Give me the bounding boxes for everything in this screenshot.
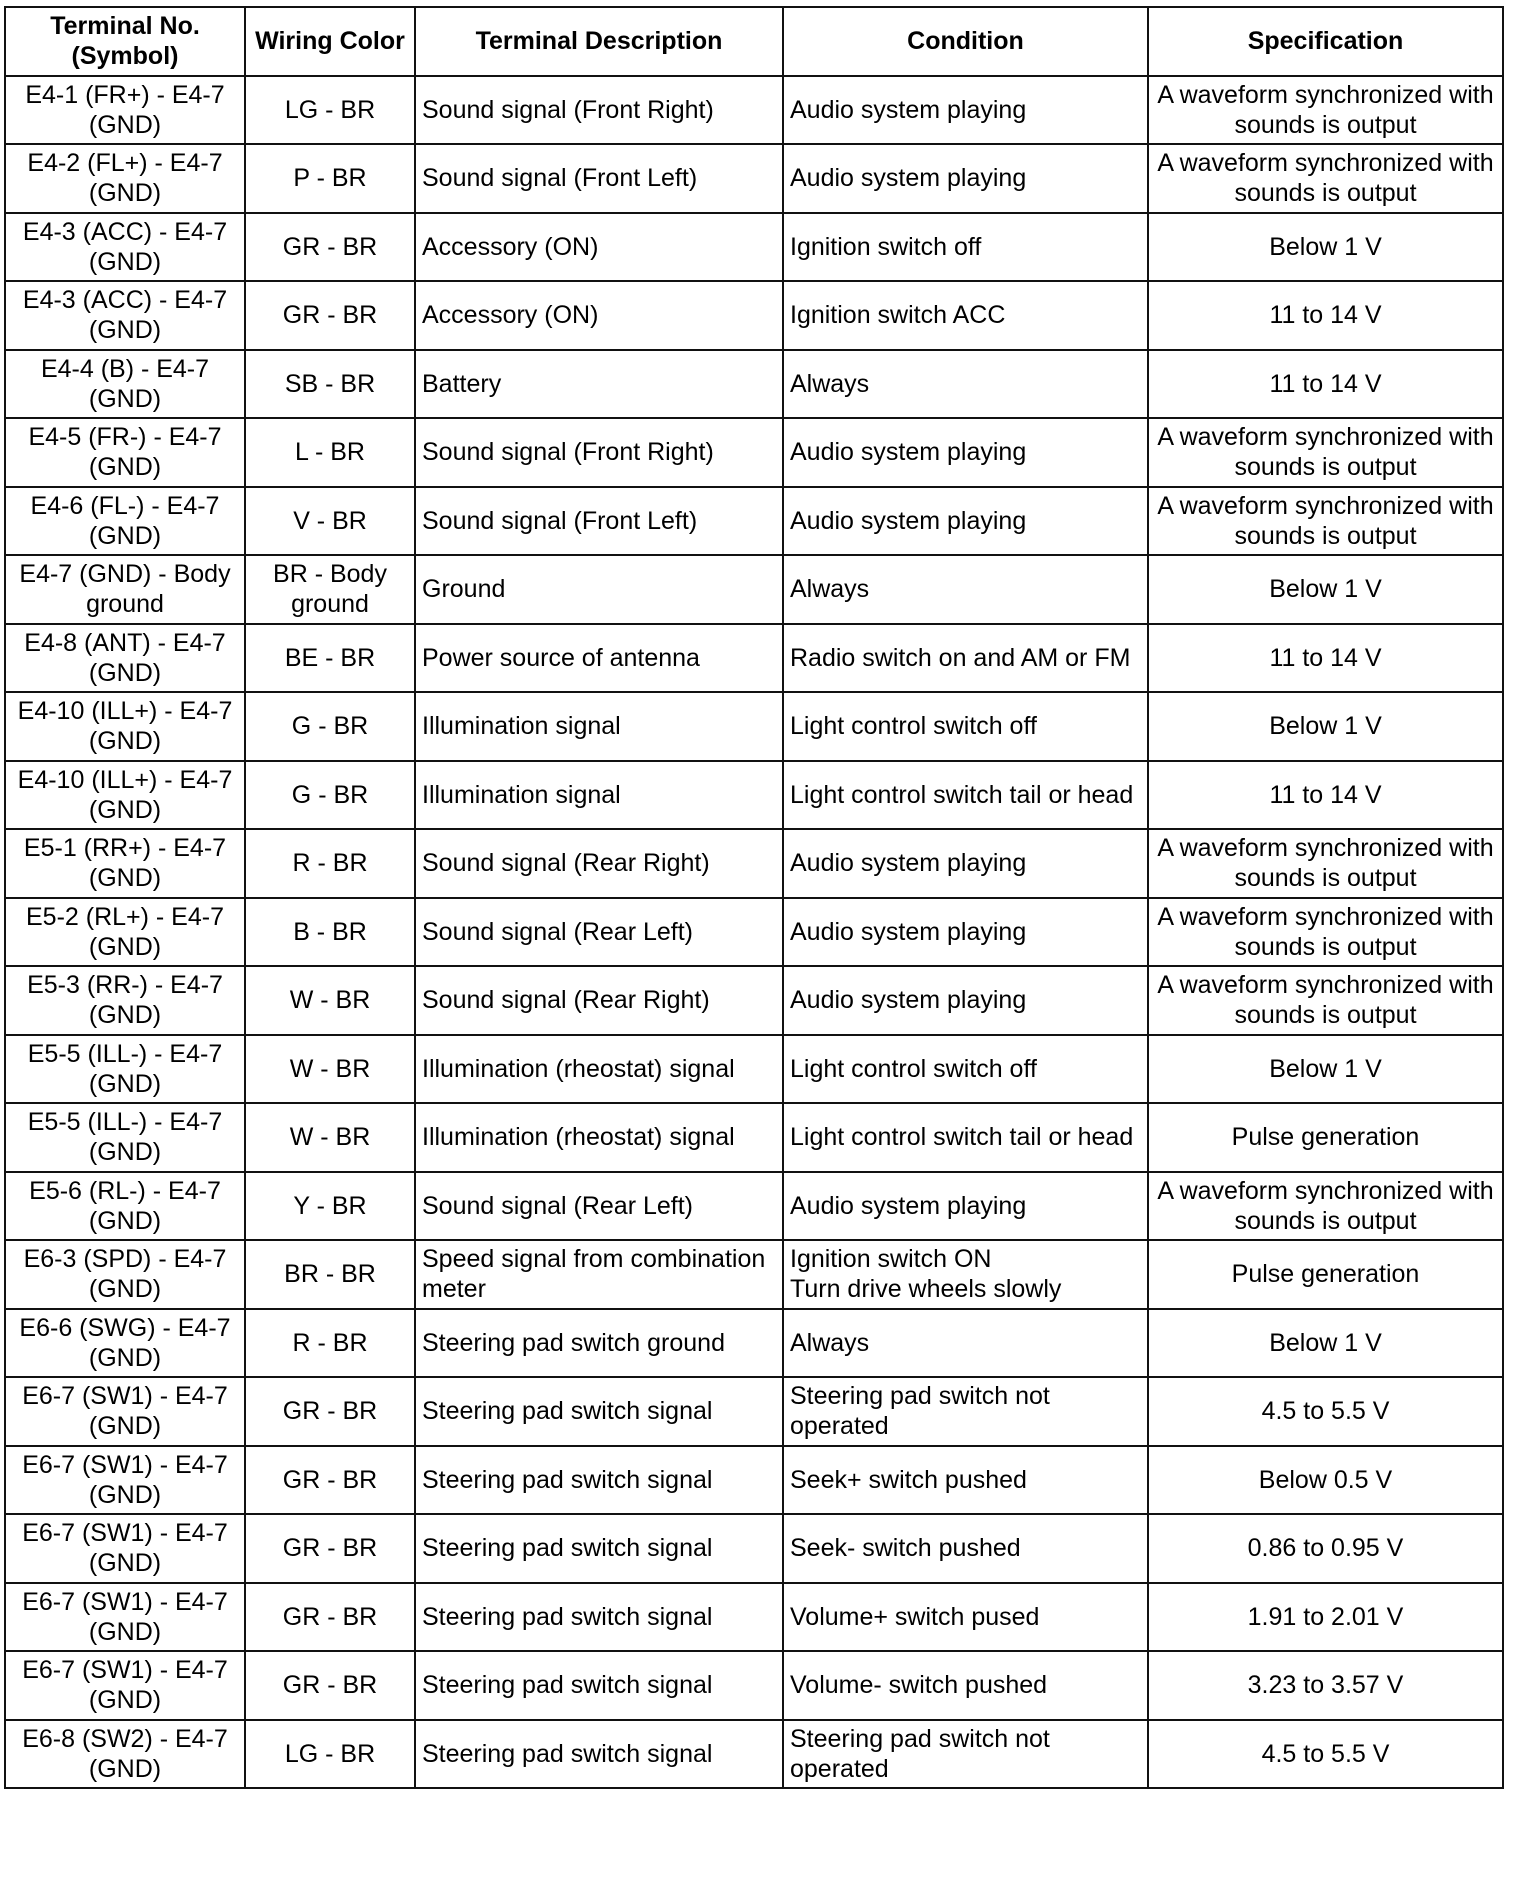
wiring-color-cell — [245, 966, 415, 1035]
specification-cell-text: A waveform synchronized with sounds is output — [1157, 80, 1494, 139]
specification-cell — [1148, 966, 1503, 1035]
wiring-color-cell-text: LG - BR — [284, 95, 376, 124]
terminal-cell-text: E6-3 (SPD) - E4-7 (GND) — [23, 1245, 227, 1304]
wiring-color-cell — [245, 144, 415, 213]
description-cell — [415, 898, 783, 967]
terminal-cell-text: E5-5 (ILL-) - E4-7 (GND) — [27, 1108, 223, 1167]
specification-cell-text: Below 1 V — [1269, 712, 1382, 741]
specification-cell-text: 11 to 14 V — [1269, 643, 1382, 672]
table-row — [5, 1035, 1503, 1104]
wiring-color-cell-text: R - BR — [292, 1328, 368, 1357]
description-cell-text: Illumination (rheostat) signal — [422, 1054, 735, 1083]
description-cell-text: Sound signal (Front Left) — [422, 506, 698, 535]
specification-cell-text: 11 to 14 V — [1269, 369, 1382, 398]
description-cell — [415, 1172, 783, 1241]
condition-cell — [783, 281, 1148, 350]
condition-cell — [783, 1583, 1148, 1652]
table-row — [5, 1309, 1503, 1378]
wiring-color-cell-text: R - BR — [292, 849, 368, 878]
condition-cell — [783, 213, 1148, 282]
description-cell — [415, 1377, 783, 1446]
table-row — [5, 76, 1503, 145]
description-cell-text: Sound signal (Front Right) — [422, 438, 714, 467]
wiring-color-cell — [245, 1172, 415, 1241]
condition-cell — [783, 1651, 1148, 1720]
wiring-color-cell — [245, 350, 415, 419]
condition-cell-text: Seek+ switch pushed — [790, 1465, 1027, 1494]
condition-cell — [783, 1446, 1148, 1515]
table-row — [5, 1720, 1503, 1789]
specification-cell-text: A waveform synchronized with sounds is output — [1157, 971, 1494, 1030]
description-cell — [415, 144, 783, 213]
terminal-cell — [5, 761, 245, 830]
condition-cell — [783, 76, 1148, 145]
specification-cell-text: A waveform synchronized with sounds is output — [1157, 149, 1494, 208]
table-row — [5, 692, 1503, 761]
condition-cell-text: Audio system playing — [790, 506, 1027, 535]
specification-cell-text: Below 1 V — [1269, 1054, 1382, 1083]
terminal-cell-text: E4-3 (ACC) - E4-7 (GND) — [22, 286, 228, 345]
description-cell-text: Battery — [422, 369, 502, 398]
header-condition — [783, 7, 1148, 76]
terminal-cell-text: E6-7 (SW1) - E4-7 (GND) — [22, 1656, 228, 1715]
wiring-color-cell — [245, 624, 415, 693]
terminal-cell — [5, 966, 245, 1035]
wiring-color-cell-text: LG - BR — [284, 1739, 376, 1768]
table-row — [5, 487, 1503, 556]
specification-cell — [1148, 1446, 1503, 1515]
description-cell — [415, 281, 783, 350]
specification-cell — [1148, 1377, 1503, 1446]
description-cell-text: Power source of antenna — [422, 643, 700, 672]
terminal-cell-text: E5-1 (RR+) - E4-7 (GND) — [23, 834, 227, 893]
description-cell — [415, 1103, 783, 1172]
terminal-cell — [5, 1240, 245, 1309]
wiring-color-cell-text: G - BR — [291, 780, 369, 809]
condition-cell — [783, 350, 1148, 419]
table-row — [5, 1172, 1503, 1241]
description-cell-text: Steering pad switch signal — [422, 1534, 713, 1563]
condition-cell-text: Audio system playing — [790, 917, 1027, 946]
wiring-color-cell-text: GR - BR — [282, 232, 378, 261]
wiring-color-cell-text: Y - BR — [293, 1191, 367, 1220]
wiring-color-cell-text: BE - BR — [284, 643, 376, 672]
specification-cell-text: A waveform synchronized with sounds is output — [1157, 902, 1494, 961]
specification-cell — [1148, 418, 1503, 487]
header-terminal-no — [5, 7, 245, 76]
description-cell-text: Speed signal from combination meter — [422, 1245, 766, 1304]
condition-cell-text: Ignition switch ACC — [790, 301, 1006, 330]
terminal-cell-text: E6-7 (SW1) - E4-7 (GND) — [22, 1519, 228, 1578]
description-cell — [415, 761, 783, 830]
description-cell — [415, 555, 783, 624]
table-row — [5, 1583, 1503, 1652]
terminal-cell — [5, 1583, 245, 1652]
table-row — [5, 966, 1503, 1035]
description-cell — [415, 966, 783, 1035]
terminal-cell-text: E5-3 (RR-) - E4-7 (GND) — [27, 971, 223, 1030]
header-specification-label: Specification — [1247, 27, 1404, 56]
table-row — [5, 1103, 1503, 1172]
table-row — [5, 555, 1503, 624]
wiring-color-cell — [245, 1035, 415, 1104]
specification-cell — [1148, 350, 1503, 419]
specification-cell — [1148, 692, 1503, 761]
description-cell-text: Ground — [422, 575, 506, 604]
description-cell — [415, 487, 783, 556]
wiring-color-cell-text: P - BR — [293, 164, 367, 193]
description-cell — [415, 1583, 783, 1652]
terminal-cell — [5, 1103, 245, 1172]
table-row — [5, 624, 1503, 693]
specification-cell — [1148, 144, 1503, 213]
specification-cell — [1148, 1172, 1503, 1241]
condition-cell — [783, 1103, 1148, 1172]
terminal-cell-text: E4-8 (ANT) - E4-7 (GND) — [24, 628, 226, 687]
description-cell-text: Steering pad switch signal — [422, 1602, 713, 1631]
specification-cell-text: A waveform synchronized with sounds is output — [1157, 834, 1494, 893]
wiring-color-cell — [245, 1377, 415, 1446]
condition-cell-text: Light control switch tail or head — [790, 780, 1134, 809]
wiring-color-cell-text: GR - BR — [282, 1397, 378, 1426]
condition-cell-text: Volume- switch pushed — [790, 1671, 1048, 1700]
condition-cell-text: Ignition switch off — [790, 232, 982, 261]
description-cell — [415, 692, 783, 761]
specification-cell-text: A waveform synchronized with sounds is output — [1157, 491, 1494, 550]
condition-cell — [783, 487, 1148, 556]
wiring-color-cell — [245, 1583, 415, 1652]
condition-cell — [783, 1377, 1148, 1446]
condition-cell-text: Ignition switch ON Turn drive wheels slowly — [790, 1245, 1062, 1304]
condition-cell — [783, 1172, 1148, 1241]
wiring-color-cell-text: BR - Body ground — [273, 560, 387, 619]
condition-cell-text: Audio system playing — [790, 1191, 1027, 1220]
condition-cell-text: Audio system playing — [790, 438, 1027, 467]
specification-cell — [1148, 829, 1503, 898]
wiring-color-cell-text: GR - BR — [282, 1602, 378, 1631]
condition-cell-text: Always — [790, 1328, 870, 1357]
table-row — [5, 213, 1503, 282]
specification-cell-text: 4.5 to 5.5 V — [1261, 1739, 1390, 1768]
wiring-color-cell — [245, 281, 415, 350]
specification-cell-text: Below 0.5 V — [1258, 1465, 1393, 1494]
wiring-color-cell-text: W - BR — [289, 1123, 371, 1152]
header-terminal-description — [415, 7, 783, 76]
condition-cell — [783, 1514, 1148, 1583]
specification-cell — [1148, 1035, 1503, 1104]
description-cell — [415, 1514, 783, 1583]
description-cell — [415, 624, 783, 693]
wiring-color-cell-text: BR - BR — [284, 1260, 376, 1289]
wiring-color-cell-text: B - BR — [293, 917, 367, 946]
condition-cell-text: Audio system playing — [790, 95, 1027, 124]
description-cell-text: Steering pad switch signal — [422, 1671, 713, 1700]
wiring-color-cell — [245, 213, 415, 282]
specification-cell-text: A waveform synchronized with sounds is output — [1157, 1176, 1494, 1235]
condition-cell-text: Steering pad switch not operated — [790, 1724, 1050, 1783]
specification-cell — [1148, 1583, 1503, 1652]
terminal-cell-text: E5-2 (RL+) - E4-7 (GND) — [26, 902, 224, 961]
description-cell-text: Sound signal (Front Left) — [422, 164, 698, 193]
terminal-cell-text: E5-5 (ILL-) - E4-7 (GND) — [27, 1039, 223, 1098]
description-cell-text: Sound signal (Rear Right) — [422, 986, 710, 1015]
terminal-cell — [5, 213, 245, 282]
terminal-cell-text: E6-8 (SW2) - E4-7 (GND) — [22, 1724, 228, 1783]
terminal-cell-text: E5-6 (RL-) - E4-7 (GND) — [29, 1176, 221, 1235]
condition-cell-text: Always — [790, 575, 870, 604]
terminal-cell-text: E4-4 (B) - E4-7 (GND) — [40, 354, 210, 413]
description-cell — [415, 1446, 783, 1515]
condition-cell — [783, 1240, 1148, 1309]
wiring-color-cell-text: L - BR — [295, 438, 365, 467]
condition-cell-text: Audio system playing — [790, 164, 1027, 193]
wiring-color-cell — [245, 692, 415, 761]
wiring-color-cell — [245, 1720, 415, 1789]
specification-cell-text: Below 1 V — [1269, 575, 1382, 604]
terminal-cell — [5, 555, 245, 624]
specification-cell — [1148, 624, 1503, 693]
condition-cell-text: Seek- switch pushed — [790, 1534, 1021, 1563]
table-row — [5, 898, 1503, 967]
condition-cell — [783, 692, 1148, 761]
wiring-color-cell — [245, 1446, 415, 1515]
description-cell — [415, 76, 783, 145]
wiring-color-cell — [245, 487, 415, 556]
condition-cell — [783, 898, 1148, 967]
condition-cell-text: Volume+ switch pused — [790, 1602, 1040, 1631]
terminal-cell — [5, 898, 245, 967]
description-cell-text: Sound signal (Rear Left) — [422, 1191, 693, 1220]
specification-cell-text: 11 to 14 V — [1269, 780, 1382, 809]
terminal-cell-text: E4-10 (ILL+) - E4-7 (GND) — [17, 697, 233, 756]
specification-cell — [1148, 1720, 1503, 1789]
condition-cell — [783, 144, 1148, 213]
wiring-color-cell-text: GR - BR — [282, 1465, 378, 1494]
table-row — [5, 1651, 1503, 1720]
wiring-color-cell — [245, 1240, 415, 1309]
specification-cell-text: Pulse generation — [1231, 1260, 1420, 1289]
specification-cell-text: 1.91 to 2.01 V — [1247, 1602, 1404, 1631]
specification-cell-text: A waveform synchronized with sounds is output — [1157, 423, 1494, 482]
wiring-color-cell — [245, 555, 415, 624]
description-cell — [415, 1720, 783, 1789]
terminal-cell-text: E4-5 (FR-) - E4-7 (GND) — [28, 423, 222, 482]
description-cell — [415, 1309, 783, 1378]
terminal-cell-text: E4-1 (FR+) - E4-7 (GND) — [25, 80, 225, 139]
terminal-cell — [5, 1446, 245, 1515]
specification-cell — [1148, 761, 1503, 830]
terminal-cell-text: E6-7 (SW1) - E4-7 (GND) — [22, 1450, 228, 1509]
wiring-color-cell — [245, 1103, 415, 1172]
wiring-color-cell-text: GR - BR — [282, 1671, 378, 1700]
wiring-color-cell-text: W - BR — [289, 986, 371, 1015]
condition-cell-text: Light control switch off — [790, 712, 1037, 741]
description-cell — [415, 1240, 783, 1309]
header-condition-label: Condition — [907, 27, 1024, 56]
condition-cell — [783, 1035, 1148, 1104]
terminal-cell-text: E6-7 (SW1) - E4-7 (GND) — [22, 1587, 228, 1646]
condition-cell — [783, 966, 1148, 1035]
description-cell-text: Illumination (rheostat) signal — [422, 1123, 735, 1152]
table-row — [5, 144, 1503, 213]
terminal-spec-table — [4, 6, 1504, 1789]
description-cell — [415, 1035, 783, 1104]
condition-cell — [783, 624, 1148, 693]
terminal-cell — [5, 1172, 245, 1241]
terminal-cell — [5, 76, 245, 145]
table-row — [5, 1446, 1503, 1515]
specification-cell — [1148, 213, 1503, 282]
specification-cell — [1148, 1103, 1503, 1172]
wiring-color-cell — [245, 76, 415, 145]
description-cell — [415, 350, 783, 419]
terminal-cell — [5, 1309, 245, 1378]
condition-cell — [783, 418, 1148, 487]
wiring-color-cell — [245, 898, 415, 967]
terminal-cell-text: E4-3 (ACC) - E4-7 (GND) — [22, 217, 228, 276]
terminal-cell — [5, 1035, 245, 1104]
header-terminal-description-label: Terminal Description — [475, 27, 723, 56]
header-specification — [1148, 7, 1503, 76]
description-cell-text: Accessory (ON) — [422, 301, 599, 330]
specification-cell — [1148, 1309, 1503, 1378]
table-row — [5, 829, 1503, 898]
wiring-color-cell — [245, 1309, 415, 1378]
specification-cell-text: Below 1 V — [1269, 1328, 1382, 1357]
header-wiring-color — [245, 7, 415, 76]
terminal-cell — [5, 1720, 245, 1789]
wiring-color-cell — [245, 829, 415, 898]
specification-cell-text: Pulse generation — [1231, 1123, 1420, 1152]
description-cell — [415, 1651, 783, 1720]
description-cell-text: Steering pad switch signal — [422, 1739, 713, 1768]
table-row — [5, 350, 1503, 419]
wiring-color-cell — [245, 1514, 415, 1583]
specification-cell-text: Below 1 V — [1269, 232, 1382, 261]
description-cell-text: Steering pad switch ground — [422, 1328, 725, 1357]
table-row — [5, 1514, 1503, 1583]
terminal-cell — [5, 144, 245, 213]
specification-cell-text: 11 to 14 V — [1269, 301, 1382, 330]
header-row — [5, 7, 1503, 76]
wiring-color-cell-text: GR - BR — [282, 1534, 378, 1563]
description-cell — [415, 418, 783, 487]
terminal-cell — [5, 624, 245, 693]
terminal-cell — [5, 281, 245, 350]
specification-cell — [1148, 1651, 1503, 1720]
wiring-color-cell-text: W - BR — [289, 1054, 371, 1083]
wiring-color-cell-text: GR - BR — [282, 301, 378, 330]
description-cell — [415, 829, 783, 898]
description-cell-text: Sound signal (Rear Right) — [422, 849, 710, 878]
terminal-spec-sheet — [4, 6, 1502, 1789]
condition-cell — [783, 1309, 1148, 1378]
description-cell-text: Sound signal (Rear Left) — [422, 917, 693, 946]
terminal-cell — [5, 692, 245, 761]
description-cell-text: Illumination signal — [422, 712, 621, 741]
specification-cell — [1148, 1514, 1503, 1583]
wiring-color-cell — [245, 418, 415, 487]
terminal-cell-text: E6-7 (SW1) - E4-7 (GND) — [22, 1382, 228, 1441]
table-row — [5, 761, 1503, 830]
condition-cell-text: Audio system playing — [790, 986, 1027, 1015]
table-row — [5, 1377, 1503, 1446]
specification-cell — [1148, 898, 1503, 967]
table-body — [5, 76, 1503, 1789]
wiring-color-cell-text: V - BR — [293, 506, 367, 535]
condition-cell — [783, 829, 1148, 898]
condition-cell — [783, 555, 1148, 624]
condition-cell — [783, 1720, 1148, 1789]
terminal-cell — [5, 487, 245, 556]
description-cell-text: Steering pad switch signal — [422, 1397, 713, 1426]
condition-cell — [783, 761, 1148, 830]
terminal-cell-text: E4-6 (FL-) - E4-7 (GND) — [30, 491, 220, 550]
specification-cell-text: 4.5 to 5.5 V — [1261, 1397, 1390, 1426]
condition-cell-text: Audio system playing — [790, 849, 1027, 878]
terminal-cell-text: E4-7 (GND) - Body ground — [19, 560, 231, 619]
table-row — [5, 418, 1503, 487]
condition-cell-text: Steering pad switch not operated — [790, 1382, 1050, 1441]
condition-cell-text: Always — [790, 369, 870, 398]
wiring-color-cell-text: SB - BR — [284, 369, 376, 398]
specification-cell-text: 0.86 to 0.95 V — [1247, 1534, 1404, 1563]
specification-cell — [1148, 76, 1503, 145]
condition-cell-text: Light control switch off — [790, 1054, 1037, 1083]
specification-cell — [1148, 555, 1503, 624]
description-cell-text: Steering pad switch signal — [422, 1465, 713, 1494]
terminal-cell — [5, 1651, 245, 1720]
wiring-color-cell-text: G - BR — [291, 712, 369, 741]
terminal-cell-text: E4-10 (ILL+) - E4-7 (GND) — [17, 765, 233, 824]
terminal-cell — [5, 1377, 245, 1446]
terminal-cell — [5, 350, 245, 419]
terminal-cell-text: E4-2 (FL+) - E4-7 (GND) — [27, 149, 223, 208]
condition-cell-text: Radio switch on and AM or FM — [790, 643, 1131, 672]
terminal-cell — [5, 829, 245, 898]
specification-cell — [1148, 281, 1503, 350]
specification-cell — [1148, 487, 1503, 556]
description-cell-text: Sound signal (Front Right) — [422, 95, 714, 124]
wiring-color-cell — [245, 761, 415, 830]
terminal-cell-text: E6-6 (SWG) - E4-7 (GND) — [19, 1313, 231, 1372]
condition-cell-text: Light control switch tail or head — [790, 1123, 1134, 1152]
description-cell-text: Illumination signal — [422, 780, 621, 809]
description-cell-text: Accessory (ON) — [422, 232, 599, 261]
header-terminal-no-label: Terminal No. (Symbol) — [50, 12, 200, 71]
table-row — [5, 1240, 1503, 1309]
table-header — [5, 7, 1503, 76]
terminal-cell — [5, 1514, 245, 1583]
specification-cell-text: 3.23 to 3.57 V — [1247, 1671, 1404, 1700]
specification-cell — [1148, 1240, 1503, 1309]
wiring-color-cell — [245, 1651, 415, 1720]
description-cell — [415, 213, 783, 282]
terminal-cell — [5, 418, 245, 487]
header-wiring-color-label: Wiring Color — [255, 27, 405, 56]
table-row — [5, 281, 1503, 350]
